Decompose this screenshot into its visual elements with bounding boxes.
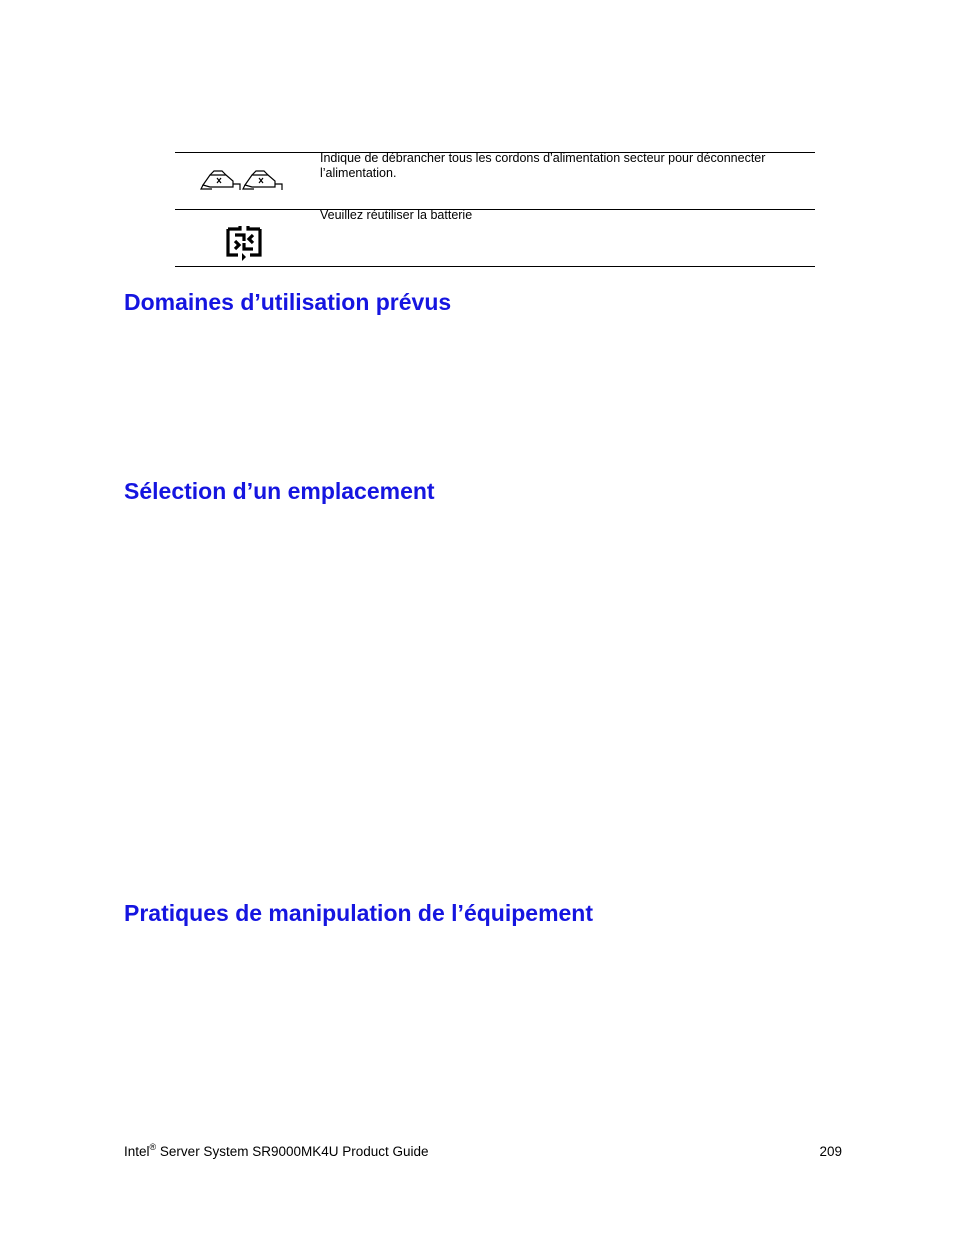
symbol-row-unplug — [175, 152, 815, 209]
heading-intended-use: Domaines d’utilisation prévus — [124, 289, 452, 315]
symbol-row-recycle — [175, 209, 815, 267]
symbol-icon-cell — [175, 210, 313, 266]
page-number: 209 — [819, 1144, 842, 1159]
symbol-description: Veuillez réutiliser la batterie — [320, 208, 473, 222]
unplug-power-cords-icon — [200, 167, 286, 193]
heading-site-selection: Sélection d’un emplacement — [124, 478, 435, 504]
battery-recycle-icon — [225, 223, 263, 261]
symbol-description: Indique de débrancher tous les cordons d’alimentation secteur pour déconnecter l’alimentation. — [320, 151, 766, 180]
footer-title — [124, 1144, 429, 1159]
footer-brand: Intel — [124, 1144, 150, 1159]
symbol-table — [175, 152, 815, 267]
heading-equipment-handling: Pratiques de manipulation de l’équipement — [124, 900, 594, 926]
registered-mark: ® — [149, 1142, 157, 1152]
footer-guide-title: Server System SR9000MK4U Product Guide — [156, 1144, 429, 1159]
symbol-icon-cell — [175, 153, 313, 209]
